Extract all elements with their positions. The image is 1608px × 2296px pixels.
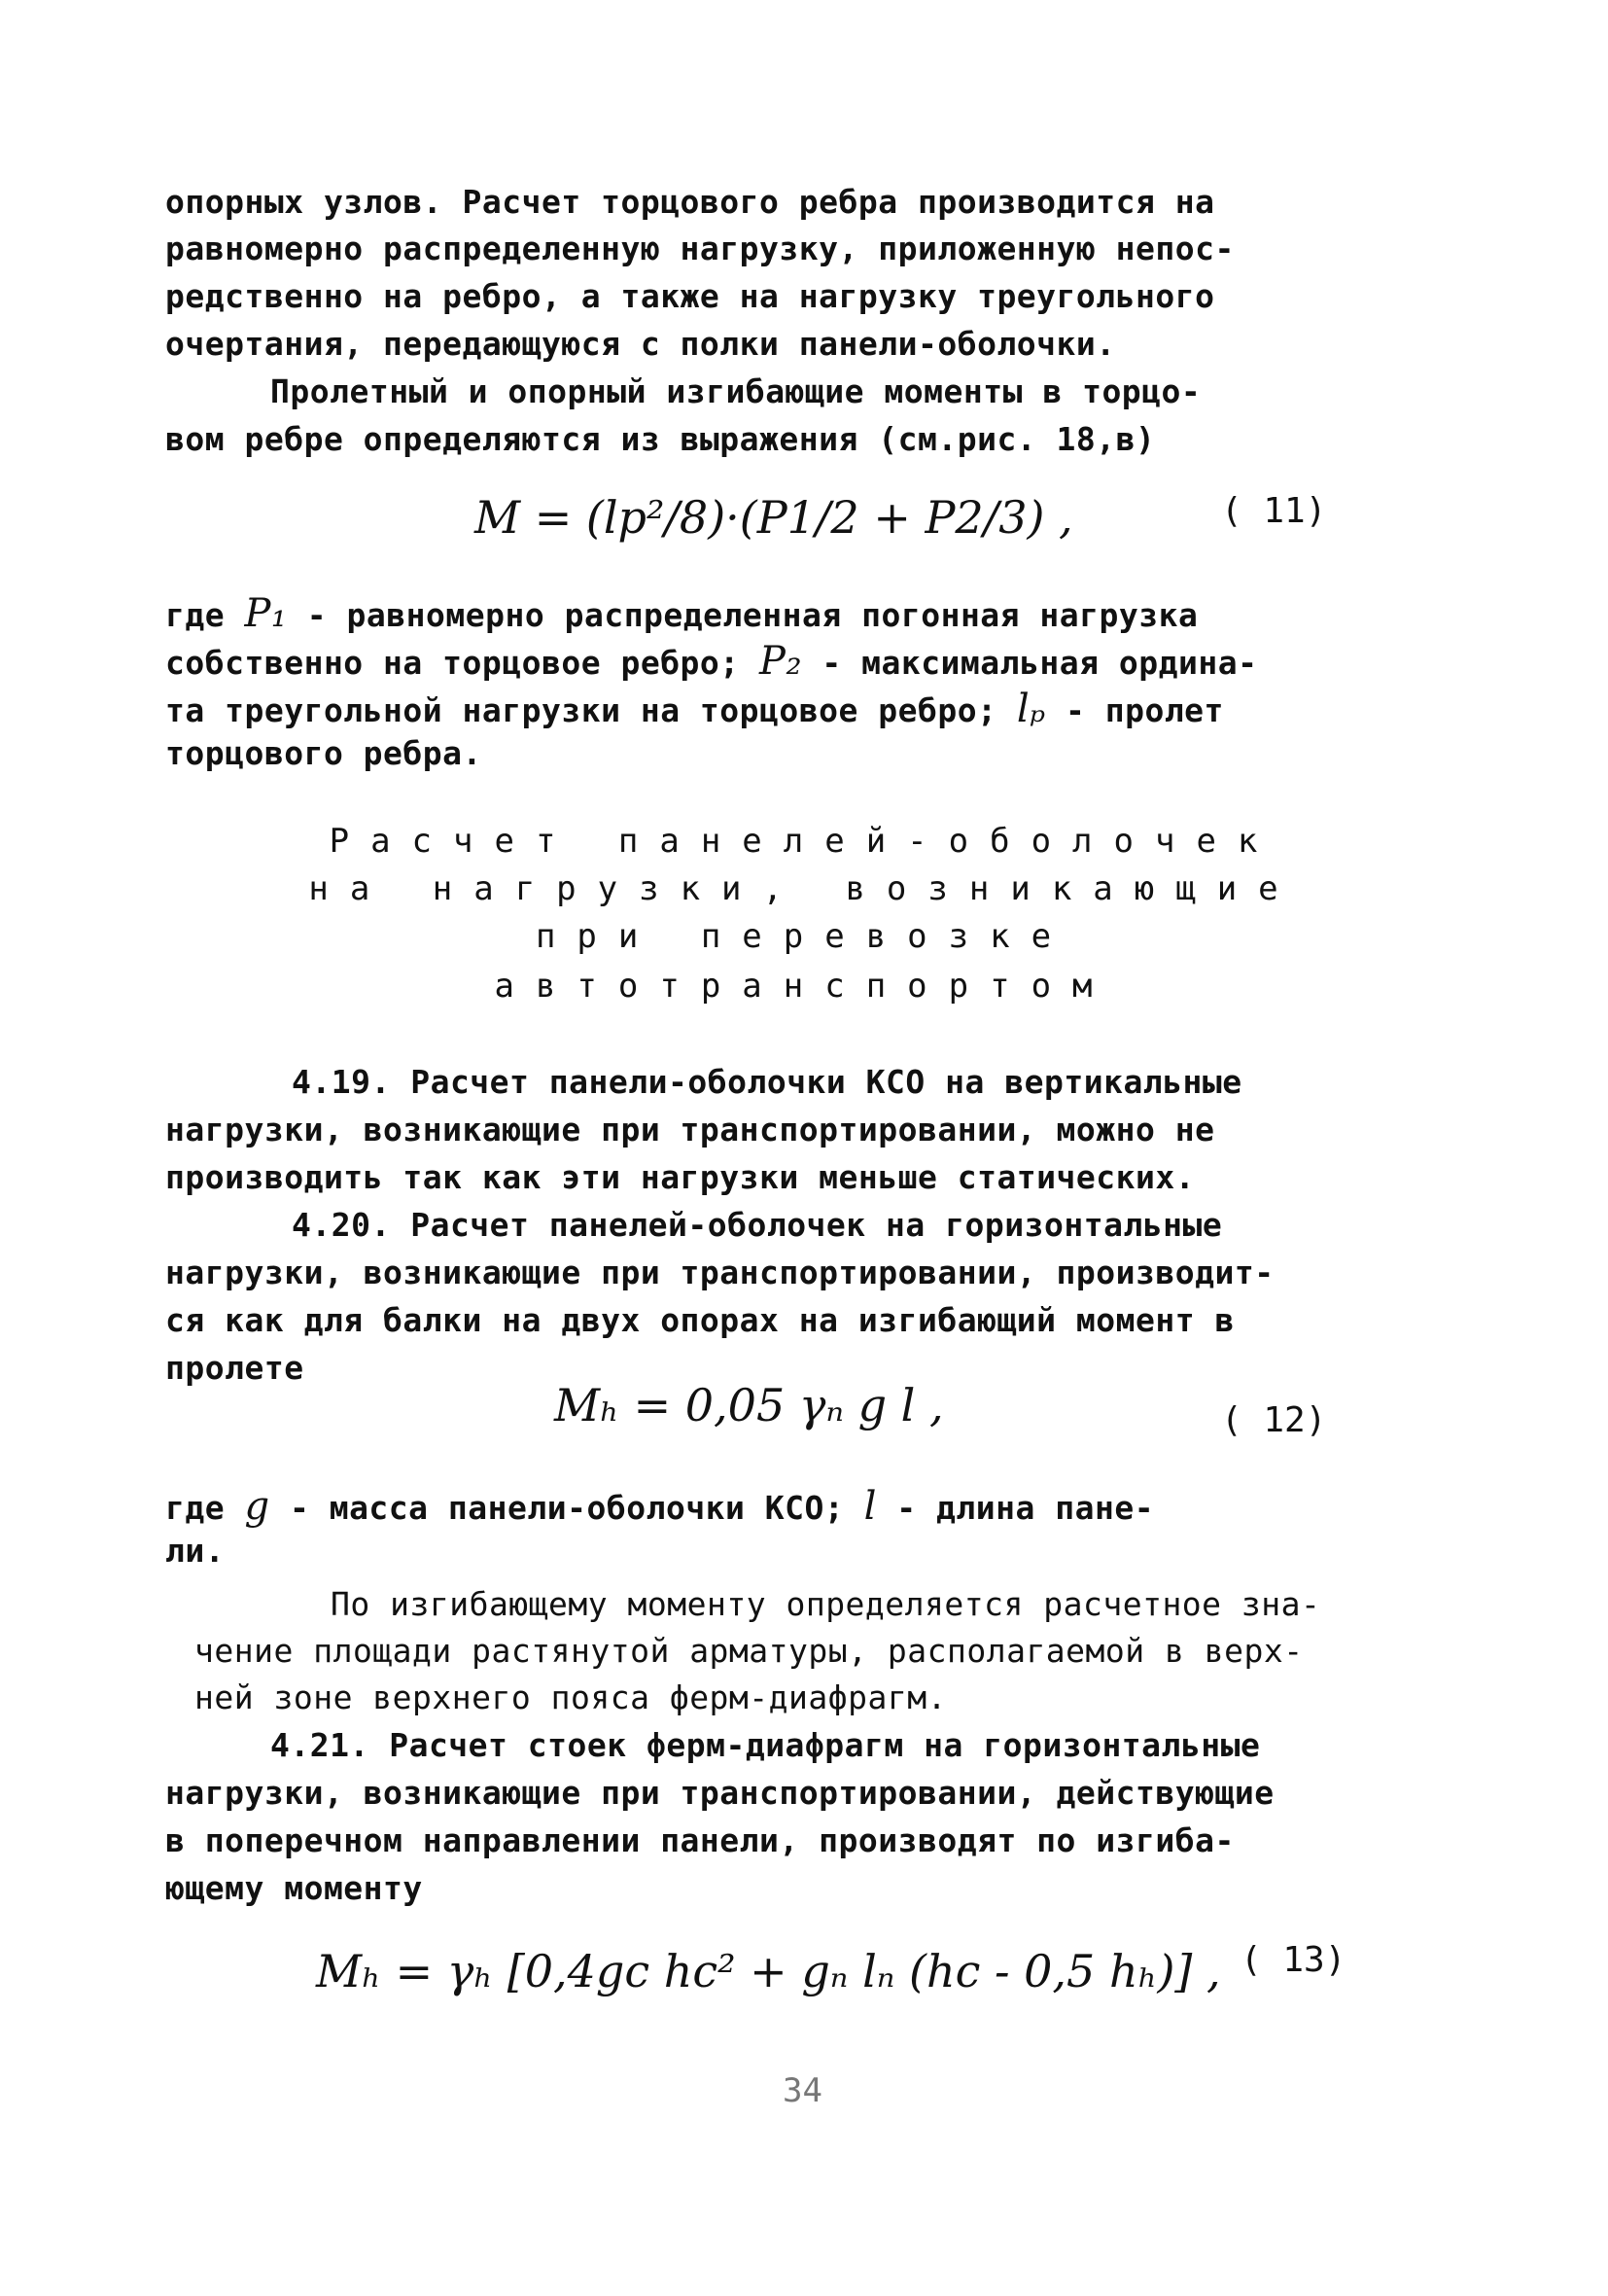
text-line: 4.21. Расчет стоек ферм-диафрагм на горизонтальные	[270, 1726, 1261, 1764]
symbol-p1: P₁	[244, 591, 288, 636]
formula-11: M = (lp²/8)·(P1/2 + P2/3) ,	[474, 491, 1073, 544]
text-fragment: где	[165, 1489, 245, 1527]
text-fragment: та треугольной нагрузки на торцовое ребро;	[165, 691, 1017, 729]
text-fragment: где	[165, 596, 245, 634]
text-line: опорных узлов. Расчет торцового ребра производится на	[165, 183, 1215, 221]
text-line: ней зоне верхнего пояса ферм-диафрагм.	[194, 1678, 947, 1716]
text-line: пролете	[165, 1349, 304, 1387]
text-fragment: - пролет	[1045, 691, 1224, 729]
text-fragment: - максимальная ордина-	[801, 644, 1258, 682]
text-line: ющему моменту	[165, 1869, 423, 1907]
text-line: 4.20. Расчет панелей-оболочек на горизонтальные	[292, 1206, 1223, 1244]
text-fragment: - масса панели-оболочки КСО;	[269, 1489, 864, 1527]
section-heading: автотранспортом	[494, 967, 1114, 1006]
text-line: нагрузки, возникающие при транспортировании, можно не	[165, 1111, 1215, 1148]
text-line: редственно на ребро, а также на нагрузку треугольного	[165, 277, 1215, 315]
equation-number-13: ( 13)	[1241, 1940, 1346, 1980]
section-heading: при перевозке	[535, 917, 1073, 956]
text-line: нагрузки, возникающие при транспортировании, производит-	[165, 1254, 1275, 1291]
formula-13: Mₕ = γₕ [0,4gc hc² + gₙ lₙ (hc - 0,5 hₕ)] ,	[316, 1945, 1221, 1997]
text-line: чение площади растянутой арматуры, располагаемой в верх-	[194, 1632, 1304, 1670]
text-line: 4.19. Расчет панели-оболочки КСО на вертикальные	[292, 1063, 1242, 1101]
text-fragment: собственно на торцовое ребро;	[165, 644, 760, 682]
text-line	[165, 687, 1224, 731]
text-line: производить так как эти нагрузки меньше статических.	[165, 1158, 1196, 1196]
symbol-g: g	[244, 1484, 270, 1529]
text-fragment: - равномерно распределенная погонная нагрузка	[287, 596, 1199, 634]
formula-12: Mₕ = 0,05 γₙ g l ,	[554, 1379, 944, 1431]
text-line	[165, 639, 1257, 684]
text-line: очертания, передающуюся с полки панели-оболочки.	[165, 325, 1116, 363]
symbol-lp: lₚ	[1016, 687, 1046, 731]
page-number: 34	[783, 2071, 822, 2110]
text-line	[165, 591, 1198, 636]
text-line: ли.	[165, 1532, 226, 1570]
section-heading: Расчет панелей-оболочек	[329, 822, 1279, 861]
text-fragment: - длина пане-	[876, 1489, 1155, 1527]
text-line: ся как для балки на двух опорах на изгибающий момент в	[165, 1301, 1235, 1339]
text-line: вом ребре определяются из выражения (см.рис. 18,в)	[165, 420, 1156, 458]
symbol-l: l	[863, 1484, 877, 1529]
equation-number-12: ( 12)	[1221, 1400, 1327, 1440]
text-line: торцового ребра.	[165, 734, 482, 772]
symbol-p2: P₂	[759, 639, 802, 684]
equation-number-11: ( 11)	[1221, 491, 1327, 531]
text-line: Пролетный и опорный изгибающие моменты в торцо-	[270, 372, 1202, 410]
section-heading: на нагрузки, возникающие	[308, 869, 1300, 908]
text-line	[165, 1484, 1154, 1529]
text-line: в поперечном направлении панели, производят по изгиба-	[165, 1821, 1235, 1859]
text-line: нагрузки, возникающие при транспортировании, действующие	[165, 1774, 1275, 1812]
text-line: По изгибающему моменту определяется расчетное зна-	[331, 1585, 1321, 1623]
text-line: равномерно распределенную нагрузку, приложенную непос-	[165, 230, 1235, 267]
